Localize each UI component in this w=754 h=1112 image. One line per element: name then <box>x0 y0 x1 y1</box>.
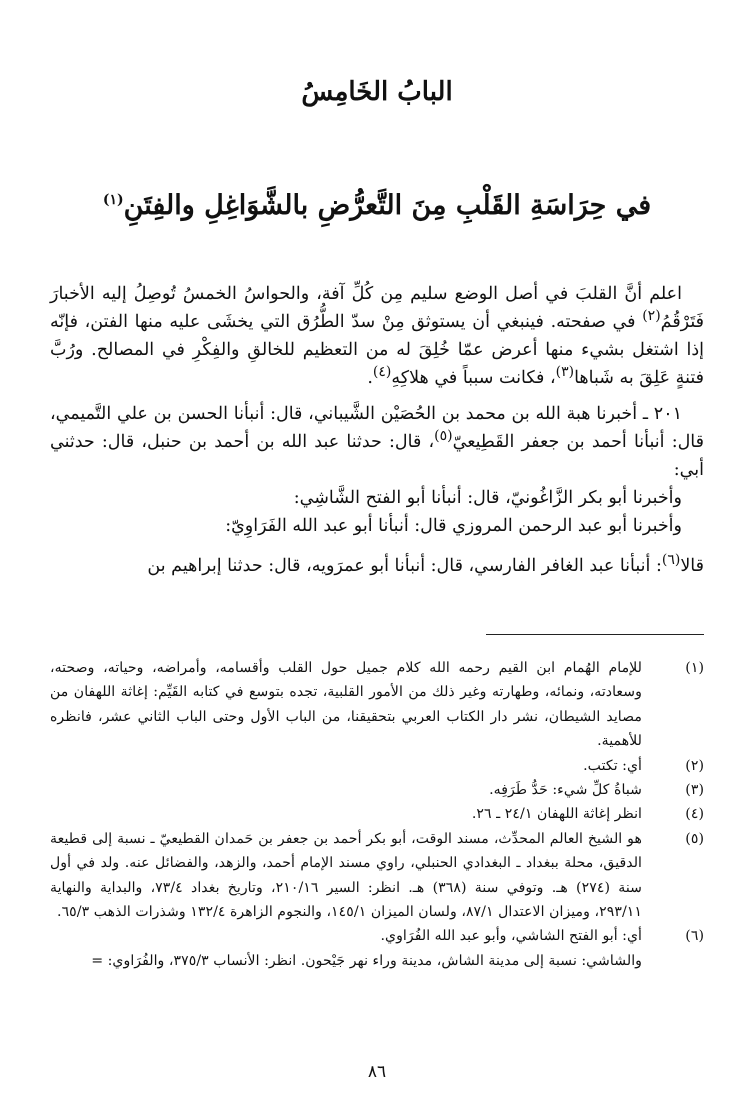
paragraph-chain-4: قالا$^{(٦)}$: أنبأنا عبد الغافر الفارسي، قال: أنبأنا أبو عمرَويه، قال: حدثنا إبراهيم بن <box>147 552 704 576</box>
footnotes <box>50 656 704 973</box>
footnote-text: شباةُ كلِّ شيء: حَدُّ طَرَفِه. <box>489 782 642 799</box>
paragraph-chain-3: وأخبرنا أبو عبد الرحمن المروزي قال: أنبأنا أبو عبد الله الفَرَاوِيّ: <box>225 516 682 536</box>
footnote-number: (٦) <box>685 928 704 945</box>
footnote-2 <box>50 754 704 778</box>
footnote-number: (٣) <box>685 782 704 799</box>
footnote-ref[interactable]: (٤) <box>372 364 392 381</box>
footnote-ref[interactable]: (٢) <box>642 308 661 325</box>
footnote-4 <box>50 802 704 826</box>
footnote-1 <box>50 656 704 754</box>
paragraph-chain-2: وأخبرنا أبو بكر الزَّاغُونيّ، قال: أنبأنا أبو الفتح الشَّاشِي: <box>293 488 682 508</box>
footnote-number: (٥) <box>685 830 704 847</box>
paragraph-isnad-201: ٢٠١ ـ أخبرنا هبة الله بن محمد بن الحُصَيْن الشَّيباني، قال: أنبأنا الحسن بن علي التَّميمي، قال: أنبأنا أحمد بن جعفر القَطِيعيّ$^{(٥)}$، قال: حدثنا عبد الله بن أحمد بن حنبل، قال: حدثني أبي: <box>50 404 705 480</box>
footnote-separator <box>486 634 704 635</box>
footnote-6 <box>50 924 704 948</box>
main-text <box>50 280 704 580</box>
footnote-number: (٤) <box>685 806 704 823</box>
footnote-5 <box>50 827 704 925</box>
footnote-ref[interactable]: (١) <box>102 192 124 208</box>
footnote-text: هو الشيخ العالم المحدِّث، مسند الوقت، أبو بكر أحمد بن جعفر بن حَمدان القطيعيّ ـ نسبة إلى قطيعة الدقيق، محلة ببغداد ـ البغدادي الحنبلي، راوي مسند الإمام أحمد، والزهد، والفضائل عنه. ولد في أول سنة (٢٧٤) هـ. وتوفي سنة (٣٦٨) هـ. انظر: السير ٢١٠/١٦، وتاريخ بغداد ٧٣/٤، والبداية والنهاية ٢٩٣/١١، وميزان الاعتدال ٨٧/١، ولسان الميزان ١٤٥/١، والنجوم الزاهرة ١٣٢/٤ وشذرات الذهب ٦٥/٣. <box>50 830 642 921</box>
section-title-text: في حِرَاسَةِ القَلْبِ مِنَ التَّعرُّضِ بالشَّوَاغِلِ والفِتَنِ <box>123 190 652 221</box>
footnote-ref[interactable]: (٣) <box>555 364 575 381</box>
footnote-ref[interactable]: (٥) <box>434 428 453 445</box>
footnote-text: أي: أبو الفتح الشاشي، وأبو عبد الله الفُرَاوي. <box>380 928 642 945</box>
footnote-ref[interactable]: (٦) <box>661 552 681 569</box>
section-title <box>0 185 754 227</box>
footnote-number: (٢) <box>685 757 704 774</box>
footnote-text: أي: تكتب. <box>583 757 642 774</box>
paragraph-1: اعلم أنَّ القلبَ في أصل الوضع سليم مِن كُلِّ آفة، والحواسُ الخمسُ تُوصِلُ إليه الأخبارَ فَتَرْقُمُ$^{(٢)}$ في صفحته. فينبغي أن يستوثق مِنْ سدّ الطُّرُق التي يخشَى عليه منها الفتن، فإنّه إذا اشتغل بشيء منها أعرض عمّا خُلِقَ له من التعظيم للخالقِ والفِكْرِ في المصالح. ورُبَّ فتنةٍ عَلِقَ به شَباها$^{(٣)}$، فكانت سبباً في هلاكِهِ$^{(٤)}$. <box>50 284 704 388</box>
footnote-6-continued <box>50 949 704 973</box>
chapter-title-text: البابُ الخَامِسُ <box>301 77 453 107</box>
footnote-text: انظر إغاثة اللهفان ٢٤/١ ـ ٢٦. <box>471 806 642 823</box>
page-number: ٨٦ <box>367 1062 387 1082</box>
footnote-3 <box>50 778 704 802</box>
chapter-title <box>0 72 754 112</box>
footnote-text: والشاشي: نسبة إلى مدينة الشاش، مدينة وراء نهر جَيْحون. انظر: الأنساب ٣٧٥/٣، والفُرَاوي: = <box>91 952 642 969</box>
footnote-number: (١) <box>685 660 704 676</box>
footnote-text: للإمام الهُمام ابن القيم رحمه الله كلام جميل حول القلب وأقسامه، وأمراضه، وحياته، وصحته، وسعادته، ونمائه، وطهارته وغير ذلك من الأمور القلبية، تجده بتوسع في كتابه القَيِّم: إغاثة اللهفان من مصايد الشيطان، نشر دار الكتاب العربي بتحقيقنا، من الباب الأول وحتى الباب الثاني عشر، فانظره للأهمية. <box>50 660 642 750</box>
